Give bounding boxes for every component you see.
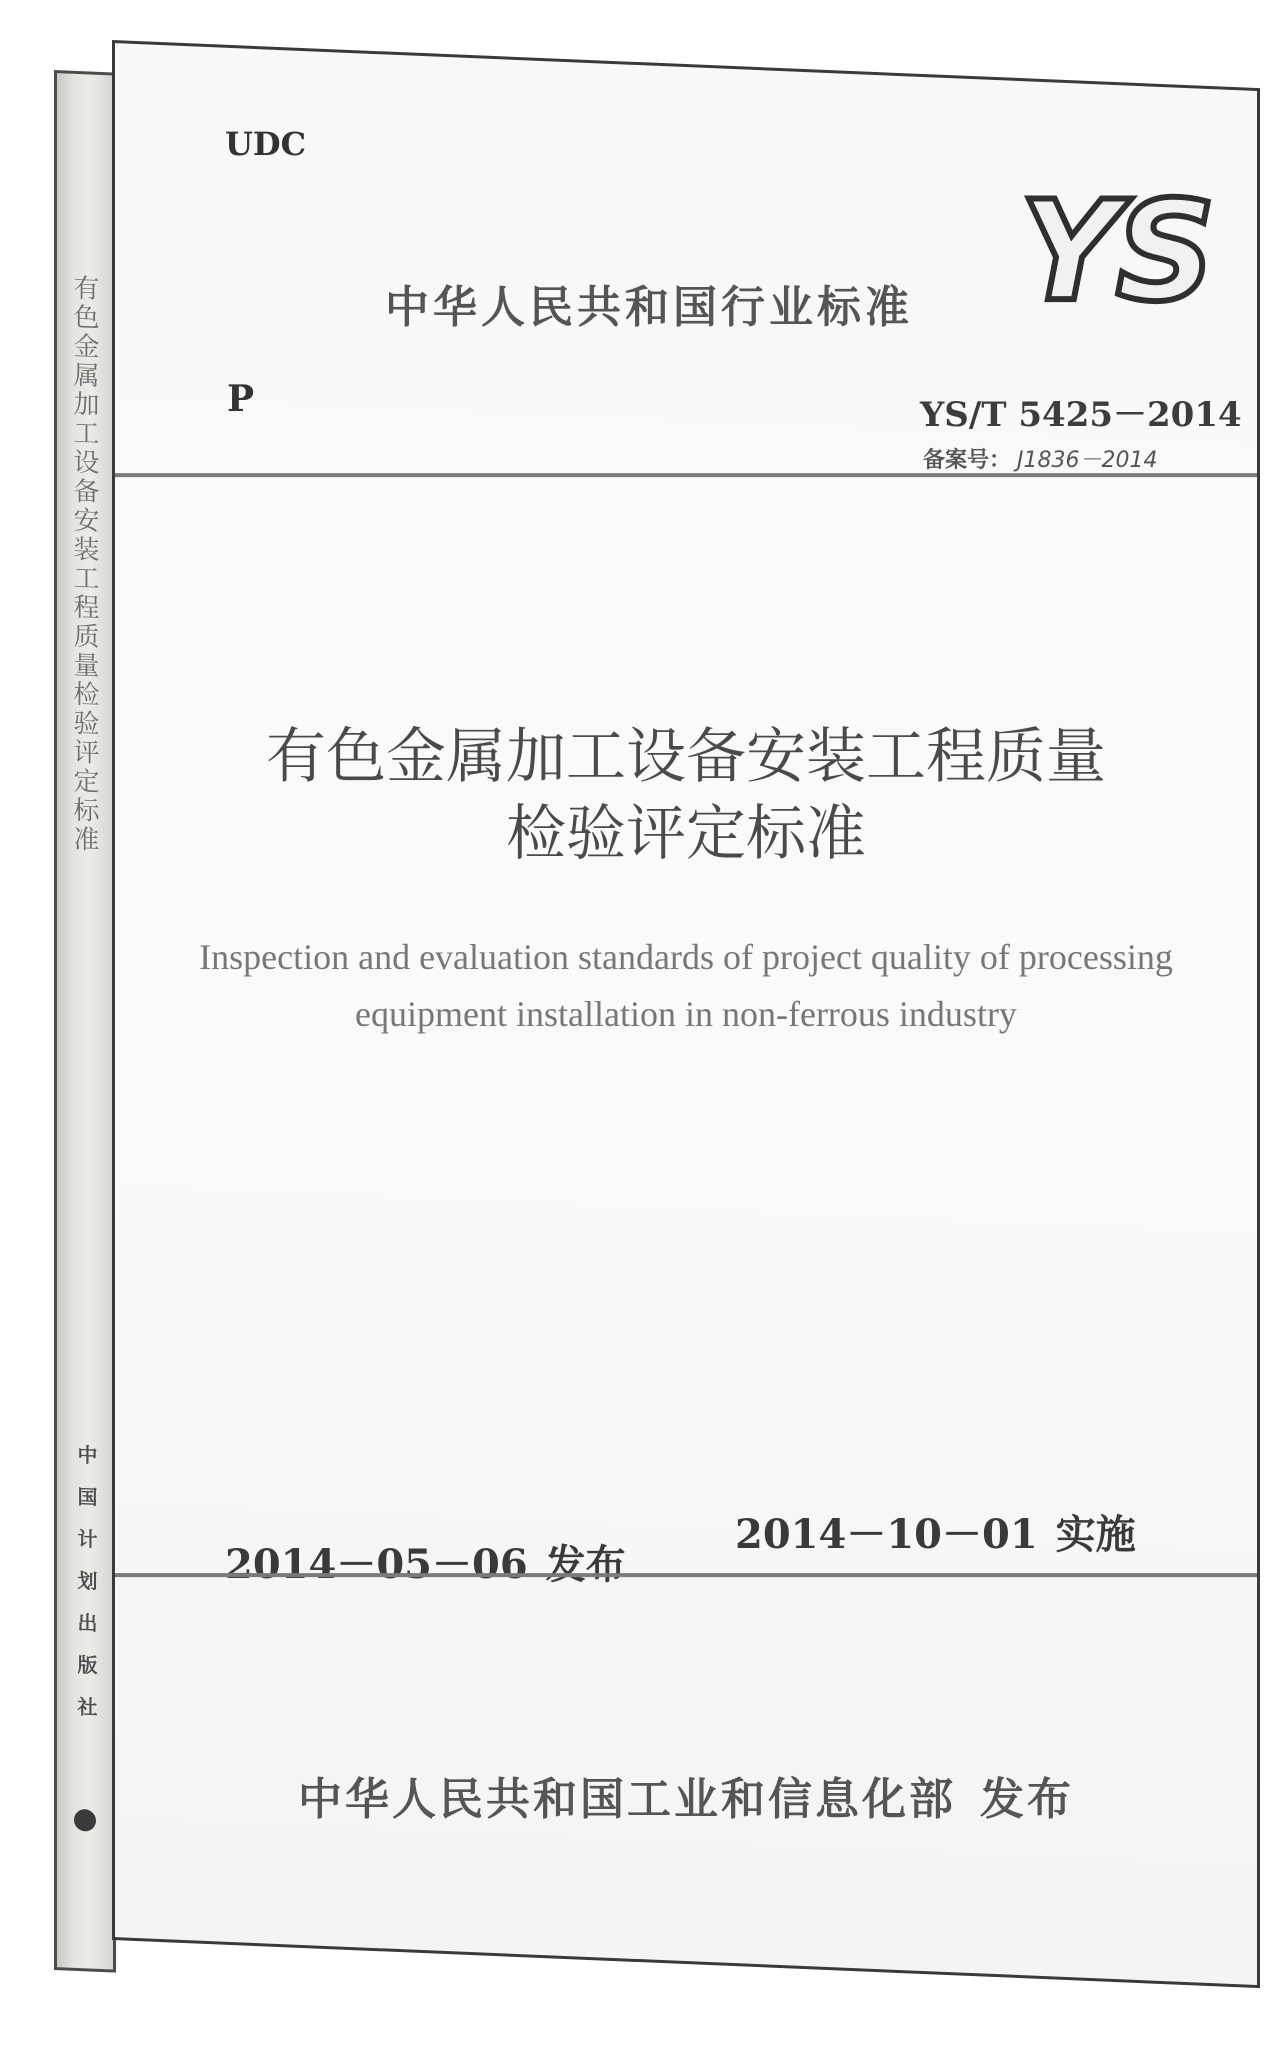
bottom-divider xyxy=(115,1573,1257,1577)
issue-date: 2014－05－06 xyxy=(225,1541,528,1589)
top-divider xyxy=(115,473,1257,477)
record-label: 备案号： xyxy=(923,448,1012,474)
issue-date-row xyxy=(225,1533,626,1590)
industry-standard-heading: 中华人民共和国行业标准 xyxy=(385,282,913,334)
implement-date: 2014－10－01 xyxy=(735,1511,1038,1559)
spine-title: 有色金属加工设备安装工程质量检验评定标准 xyxy=(69,273,99,855)
implement-suffix: 实施 xyxy=(1055,1512,1136,1559)
spine-publisher: 中国计划出版社 xyxy=(74,1443,98,1739)
book-spine xyxy=(54,70,116,1973)
udc-label: UDC xyxy=(225,125,307,164)
standard-number: YS/T 5425－2014 xyxy=(920,395,1242,436)
category-label: P xyxy=(227,378,255,421)
issue-suffix: 发布 xyxy=(545,1542,626,1589)
publisher-name: 中华人民共和国工业和信息化部 xyxy=(298,1774,956,1826)
title-en-line2: equipment installation in non-ferrous industry xyxy=(355,994,1017,1035)
cover-content xyxy=(115,43,1257,1937)
record-number: J1836－2014 xyxy=(1017,448,1158,474)
title-en-line1: Inspection and evaluation standards of project quality of processing xyxy=(199,937,1173,978)
title-cn-line2: 检验评定标准 xyxy=(506,799,866,870)
spine-logo-icon xyxy=(74,1809,96,1832)
title-cn-line1: 有色金属加工设备安装工程质量 xyxy=(266,722,1106,793)
publisher-suffix: 发布 xyxy=(980,1774,1074,1826)
implement-date-row xyxy=(735,1503,1136,1560)
book xyxy=(40,40,1240,2010)
ys-logo-icon: YS xyxy=(1020,171,1212,333)
book-cover xyxy=(112,40,1260,1988)
publisher-row xyxy=(115,1763,1257,1827)
record-number-row xyxy=(923,443,1157,474)
